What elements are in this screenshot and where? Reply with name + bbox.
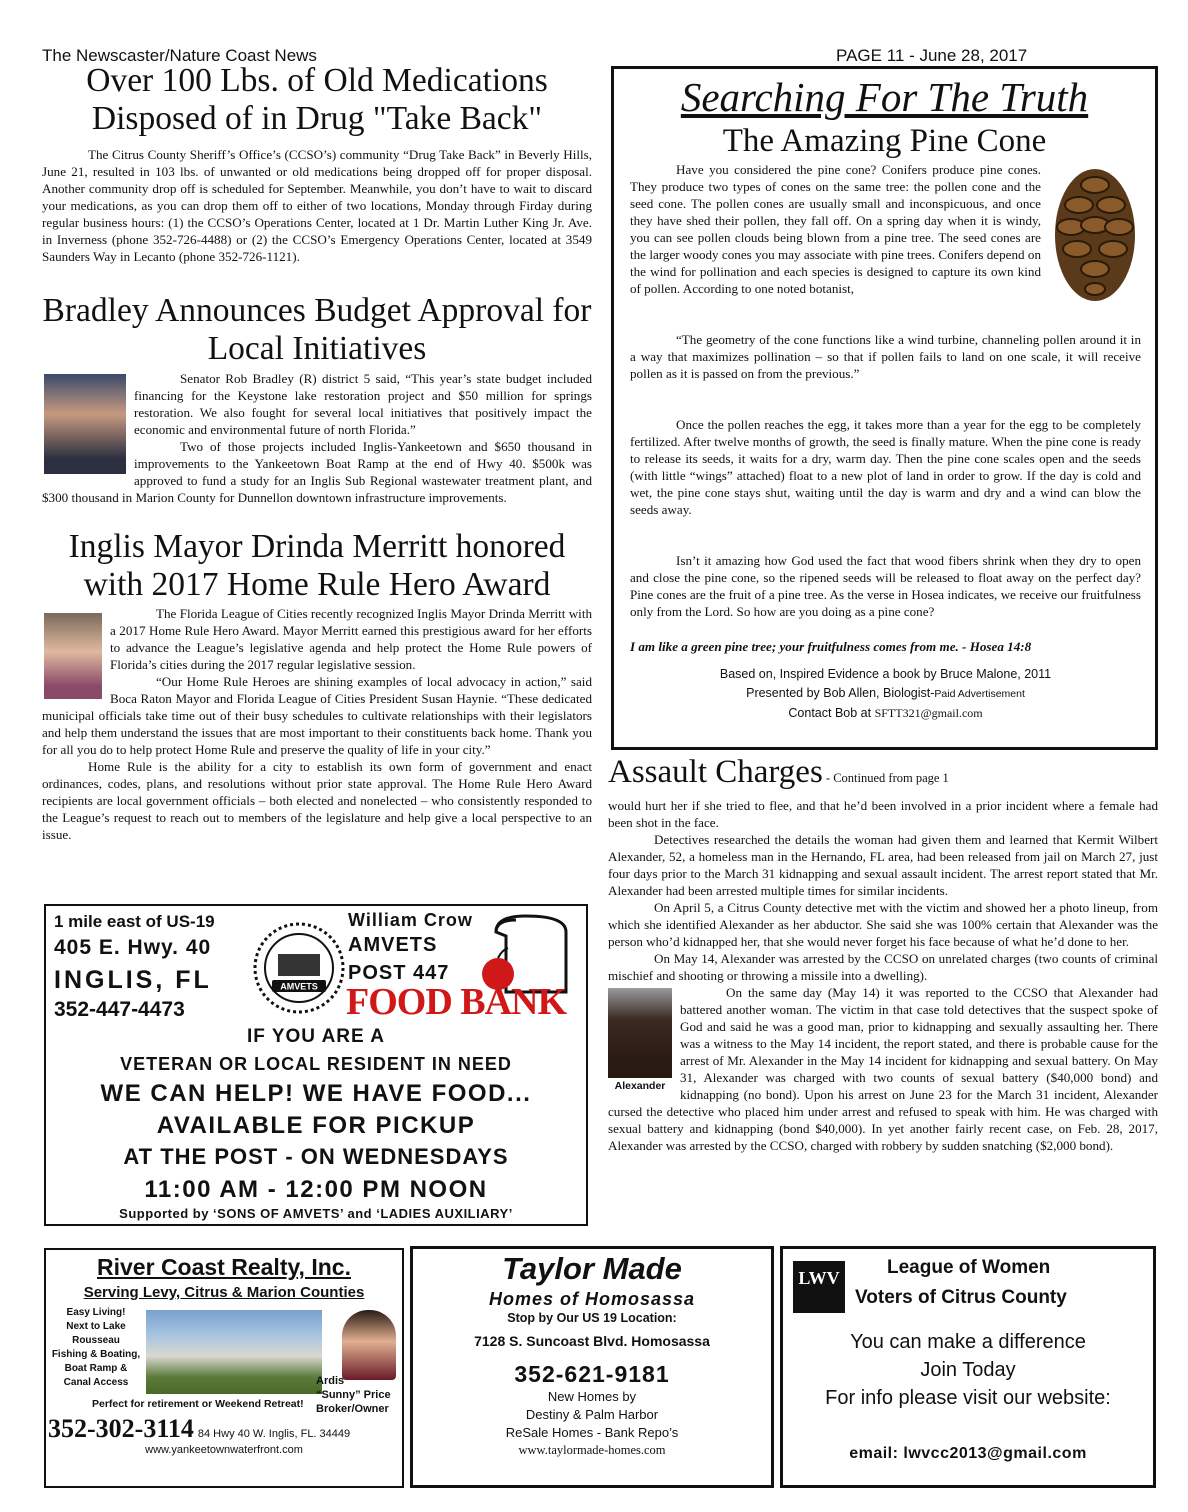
- ad-org-name: William Crow: [348, 910, 473, 930]
- feature-line: Canal Access: [63, 1377, 129, 1388]
- agent-name-nick: “Sunny” Price: [316, 1389, 391, 1401]
- assault-continued: - Continued from page 1: [822, 771, 949, 785]
- ad-message-5: AT THE POST - ON WEDNESDAYS: [123, 1144, 509, 1169]
- taylor-line-builders: Destiny & Palm Harbor: [525, 1407, 659, 1422]
- agent-title: Broker/Owner: [316, 1403, 389, 1415]
- ad-message-7: Supported by ‘SONS OF AMVETS’ and ‘LADIES AUXILIARY’: [119, 1206, 513, 1221]
- ad-food-bank-brand: FOOD BANK: [346, 981, 567, 1023]
- realty-ad: [44, 1248, 404, 1488]
- realty-name: River Coast Realty, Inc.: [97, 1254, 351, 1280]
- realty-subtitle: Serving Levy, Citrus & Marion Counties: [83, 1284, 365, 1301]
- taylor-address: 7128 S. Suncoast Blvd. Homosassa: [474, 1333, 710, 1349]
- taylor-subtitle: Homes of Homosassa: [488, 1289, 696, 1309]
- amvets-seal-icon: [250, 920, 348, 1016]
- truth-paragraph: “The geometry of the cone functions like a wind turbine, channeling pollen around it in a way that maximizes pollination – so that if pollen fails to land on one scale, it will receive pollen as it is passed on from the previous.”: [630, 332, 1141, 381]
- truth-paragraph: Isn’t it amazing how God used the fact that wood fibers shrink when they dry to open and close the pine cone, so the ripened seeds will be released to float away on the perfect day? Pine cones are the fruit of a pine tree. As the verse in Hosea indicates, we receive our fruitfulness only from the Lord. So how are you doing as a pine cone?: [630, 553, 1141, 619]
- contact-email-link[interactable]: SFTT321@gmail.com: [874, 706, 983, 720]
- lwv-title-1: League of Women: [887, 1257, 1051, 1278]
- credit-contact: [630, 704, 1141, 723]
- truth-body: [630, 161, 1141, 723]
- article-paragraph: Senator Rob Bradley (R) district 5 said, “This year’s state budget included financing for the Keystone lake restoration project and $50 million for springs restoration. We also fought for several local initiatives that positively impact the economic and environmental future of north Florida.”: [134, 371, 592, 437]
- realty-contact: [48, 1414, 404, 1444]
- article-paragraph: Two of those projects included Inglis-Yankeetown and $650 thousand in improvements to the Yankeetown Boat Ramp at the end of Hwy 40. $500k was approved to fund a study for an Inglis Sub Regional wastewater treatment plant, and $300 thousand in Marion County for Dunnellon downtown infrastructure improvements.: [42, 439, 592, 505]
- ad-message-2: VETERAN OR LOCAL RESIDENT IN NEED: [120, 1054, 512, 1074]
- article-title-medications: Over 100 Lbs. of Old Medications Disposed of in Drug "Take Back": [86, 62, 548, 137]
- lwv-logo: [793, 1261, 845, 1313]
- feature-line: Fishing & Boating,: [51, 1349, 141, 1360]
- taylor-made-ad: [410, 1246, 774, 1488]
- feature-line: Next to Lake: [66, 1321, 126, 1332]
- pine-cone-image: [1049, 165, 1141, 305]
- ad-message-6: 11:00 AM - 12:00 PM NOON: [144, 1176, 488, 1203]
- lwv-email[interactable]: email: lwvcc2013@gmail.com: [849, 1445, 1087, 1462]
- article-title-bradley: Bradley Announces Budget Approval for Local Initiatives: [42, 292, 592, 367]
- taylor-website[interactable]: www.taylormade-homes.com: [518, 1443, 666, 1457]
- ad-location-note: 1 mile east of US-19: [54, 912, 215, 931]
- realty-phone: 352-302-3114: [48, 1414, 194, 1443]
- feature-line: Rousseau: [72, 1335, 120, 1346]
- lwv-ad: [780, 1246, 1156, 1488]
- truth-title: The Amazing Pine Cone: [722, 123, 1047, 159]
- alexander-photo-block: [608, 988, 672, 1095]
- assault-paragraph: Detectives researched the details the woman had given them and learned that Kermit Wilbert Alexander, 52, a homeless man in the Hernando, FL area, had been released from jail on March 27, just four days prior to the March 31 kidnapping and sexual assault incident. The arrest report stated that Mr. Alexander had been arrested multiple times for similar incidents.: [608, 832, 1158, 898]
- credit-contact-label: Contact Bob at: [788, 706, 875, 720]
- truth-credits: [630, 665, 1141, 723]
- article-paragraph: Home Rule is the ability for a city to establish its own form of government and enact ordinances, codes, plans, and resolutions without prior state approval. The Home Rule Hero Award recipients are local government officials – both elected and nonelected – who consistently responded to the League’s request to reach out to members of the legislature and help give a local perspective to an issue.: [42, 759, 592, 842]
- realty-website[interactable]: www.yankeetownwaterfront.com: [145, 1444, 303, 1456]
- ad-message-3: WE CAN HELP! WE HAVE FOOD...: [100, 1080, 532, 1107]
- assault-paragraph: On April 5, a Citrus County detective met with the victim and showed her a photo lineup, from which she identified Alexander as her abductor. She said she was 100% certain that Alexander was the person who’d kidnapped her, that she would never forget his face because of what he’d done to her.: [608, 900, 1158, 949]
- ad-message-4: AVAILABLE FOR PICKUP: [156, 1112, 476, 1139]
- ad-city: INGLIS, FL: [54, 966, 212, 994]
- truth-paragraph: Once the pollen reaches the egg, it takes more than a year for the egg to be completely fertilized. After twelve months of growth, the seed is finally mature. When the pine cone is ready to release its seeds, it waits for a dry, warm day. Then the pine cone scales open and the seeds (with little “wings” attached) float to a new plot of land in order to grow. If the day is cold and wet, the pine cone stays shut, waiting until the day is warm and dry and a wind can blow the seeds away.: [630, 417, 1141, 517]
- food-bank-ad: [44, 904, 588, 1226]
- article-body-bradley: [42, 370, 592, 506]
- assault-title-text: Assault Charges: [608, 754, 823, 790]
- taylor-line-new-homes: New Homes by: [547, 1389, 637, 1404]
- page-info: PAGE 11 - June 28, 2017: [836, 46, 1028, 65]
- agent-name-first: Ardis: [316, 1375, 345, 1387]
- seal-text: AMVETS: [280, 981, 318, 992]
- taylor-name: Taylor Made: [502, 1251, 682, 1286]
- assault-body: [608, 797, 1158, 1154]
- article-paragraph: The Citrus County Sheriff’s Office’s (CCSO’s) community “Drug Take Back” in Beverly Hills, June 21, resulted in 103 lbs. of unwanted or old medications being dropped off for proper disposal. Another community drop off is scheduled for September. Meanwhile, you don’t have to wait to discard your medications, as you can drop them off to either of two locations, Monday through Firday during regular business hours: (1) the CCSO’s Operations Center, located at 1 Dr. Martin Luther King Jr. Ave. in Inverness (phone 352-726-4488) or (2) the CCSO’s Emergency Operations Center, located at 3549 Saunders Way in Lecanto (phone 352-726-1121).: [42, 147, 592, 264]
- lwv-message-1: You can make a difference: [850, 1331, 1086, 1353]
- realty-address: 84 Hwy 40 W. Inglis, FL. 34449: [197, 1428, 351, 1440]
- assault-paragraph: On May 14, Alexander was arrested by the CCSO on unrelated charges (two counts of criminal mischief and shooting or throwing a missile into a dwelling).: [608, 951, 1158, 983]
- realty-features: [50, 1306, 142, 1390]
- alexander-caption: Alexander: [614, 1080, 666, 1092]
- bradley-photo: [44, 374, 126, 474]
- taylor-line-resale: ReSale Homes - Bank Repo’s: [505, 1425, 679, 1440]
- truth-verse: I am like a green pine tree; your fruitfulness comes from me. - Hosea 14:8: [630, 639, 1032, 654]
- lwv-logo-text: LWV: [798, 1268, 840, 1288]
- realty-tagline: Perfect for retirement or Weekend Retreat!: [92, 1398, 304, 1410]
- alexander-photo: [608, 988, 672, 1078]
- ad-address: 405 E. Hwy. 40: [54, 936, 212, 959]
- credit-presenter-name: Presented by Bob Allen, Biologist-: [746, 686, 935, 700]
- merritt-photo: [44, 613, 102, 699]
- ad-phone: 352-447-4473: [54, 998, 185, 1021]
- credit-presenter: [630, 684, 1141, 704]
- taylor-location-label: Stop by Our US 19 Location:: [507, 1311, 677, 1325]
- assault-paragraph: On the same day (May 14) it was reported to the CCSO that Alexander had battered another woman. The victim in that case told detectives that the suspect spoke of God and said he was a good man, prior to kidnapping and sexually assaulting her. There was a witness to the May 14 incident, the report stated, and there is probable cause for the arrest of Mr. Alexander in the May 14 incident for kidnapping and sexual battery. On May 31, Alexander was charged with two counts of sexual battery ($40,000 bond) and kidnapping (no bond). Upon his arrest on June 23 for the March 31 incident, Alexander cursed the detective who placed him under arrest and refused to speak with him. He was charged with sexual battery and kidnapping (bond $40,000). In yet another fairly recent case, on Feb. 28, 2017, Alexander was arrested by the CCSO, charged with robbery by sudden snatching ($2,000 bond).: [608, 985, 1158, 1153]
- feature-line: Boat Ramp &: [64, 1363, 128, 1374]
- ad-org-amvets: AMVETS: [348, 934, 438, 956]
- lwv-message-3: For info please visit our website:: [825, 1387, 1111, 1409]
- lwv-message-2: Join Today: [920, 1359, 1016, 1381]
- article-body-medications: [42, 146, 592, 265]
- truth-paragraph: Have you considered the pine cone? Conifers produce pine cones. They produce two types of cones on the same tree: the pollen cone and the seed cone. The pollen cones are usually small and inconspicuous, and once they have shed their pollen, they fall off. On a spring day when it is windy, you can see pollen clouds being blown from a pine tree. The seed cones are the larger woody cones you may associate with pine trees. Conifers depend on the wind for pollination and each species is designed to capture its own kind of pollen. According to one noted botanist,: [630, 162, 1041, 296]
- article-paragraph: “Our Home Rule Heroes are shining examples of local advocacy in action,” said Boca Raton Mayor and Florida League of Cities President Susan Haynie. “These dedicated municipal officials take time out of their busy schedules to cultivate relationships with their legislators and help them understand the issues that are most important to their constituents back home. Thank you for all you do to help protect Home Rule and preserve the quality of life in your city.”: [42, 674, 592, 757]
- ad-message-1: IF YOU ARE A: [247, 1026, 385, 1047]
- truth-box: [611, 66, 1158, 750]
- taylor-phone: 352-621-9181: [514, 1361, 670, 1387]
- newspaper-name: The Newscaster/Nature Coast News: [42, 46, 317, 65]
- credit-book: Based on, Inspired Evidence a book by Bruce Malone, 2011: [719, 667, 1052, 681]
- lwv-title-2: Voters of Citrus County: [855, 1287, 1067, 1308]
- agent-photo: [342, 1310, 396, 1380]
- truth-heading: Searching For The Truth: [680, 74, 1089, 120]
- assault-title: [608, 754, 1158, 791]
- ad-org-post: POST 447: [348, 962, 450, 984]
- article-title-merritt: Inglis Mayor Drinda Merritt honored with 2017 Home Rule Hero Award: [68, 528, 566, 603]
- feature-line: Easy Living!: [66, 1307, 126, 1318]
- assault-paragraph: would hurt her if she tried to flee, and that he’d been involved in a prior incident where a female had been shot in the face.: [608, 798, 1158, 830]
- article-paragraph: The Florida League of Cities recently recognized Inglis Mayor Drinda Merritt with a 2017 Home Rule Hero Award. Mayor Merritt earned this prestigious award for her efforts to advance the League’s legislative agenda and help protect the Home Rule powers of Florida’s cities during the 2017 regular legislative session.: [110, 606, 592, 672]
- house-photo: [146, 1310, 322, 1394]
- paid-ad-label: Paid Advertisement: [934, 688, 1025, 700]
- article-body-merritt: [42, 605, 592, 843]
